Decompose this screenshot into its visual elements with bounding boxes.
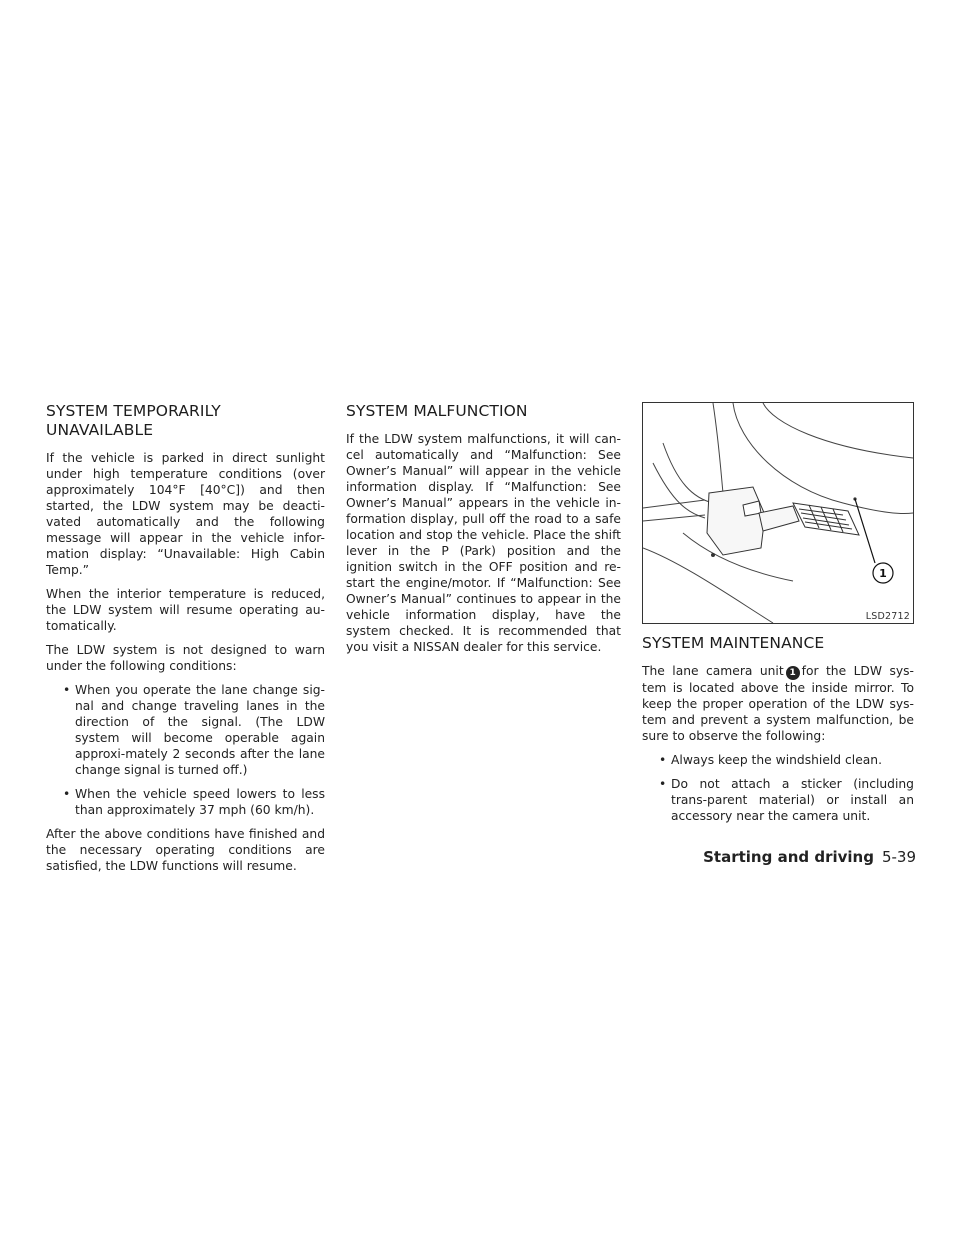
list-item: • When you operate the lane change sig-nal and change traveling lanes in the direction of the signal. (The LDW system will become operable again approxi-mately 2 seconds after the lane change signal is turned off.) [63, 683, 325, 777]
conditions-list [46, 682, 325, 818]
camera-illustration [643, 403, 913, 623]
page-number: 5-39 [881, 848, 916, 866]
heading-system-malfunction: SYSTEM MALFUNCTION [346, 402, 528, 420]
heading-line-1: SYSTEM TEMPORARILY [46, 402, 221, 420]
paragraph: After the above conditions have finished and the necessary operating conditions are satisfied, the LDW functions will resume. [46, 827, 325, 873]
paragraph: If the LDW system malfunctions, it will can-cel automatically and “Malfunction: See Owner’s Manual” will appear in the vehicle information display. If “Malfunction: See Owner’s Manual” appears in the vehicle in-formation display, pull off the road to a safe location and stop the vehicle. Place the shift lever in the P (Park) position and the ignition switch in the OFF position and re-start the engine/motor. If “Malfunction: See Owner’s Manual” continues to appear in the vehicle information display, have the system checked. It is recommended that you visit a NISSAN dealer for this service. [346, 432, 621, 654]
heading-system-temporarily-unavailable [46, 402, 325, 440]
callout-1-icon: 1 [786, 666, 800, 680]
section-title: Starting and driving [703, 848, 874, 866]
maintenance-list [642, 752, 914, 824]
list-item-text: Do not attach a sticker (including trans-parent material) or install an accessory near the camera unit. [671, 777, 914, 823]
column-1 [46, 402, 325, 882]
heading-system-maintenance: SYSTEM MAINTENANCE [642, 634, 825, 652]
column-2 [346, 402, 621, 663]
figure-label: LSD2712 [865, 611, 910, 622]
list-item: • Do not attach a sticker (including trans-parent material) or install an accessory near the camera unit. [659, 777, 914, 823]
paragraph: When the interior temperature is reduced, the LDW system will resume operating au-tomatically. [46, 587, 325, 633]
list-item-text: When you operate the lane change sig-nal and change traveling lanes in the direction of the signal. (The LDW system will become operable again approxi-mately 2 seconds after the lane change signal is turned off.) [75, 683, 325, 777]
paragraph: The lane camera unit 1 for the LDW sys-tem is located above the inside mirror. To keep the proper operation of the LDW sys-tem and prevent a system malfunction, be sure to observe the following: [642, 664, 914, 743]
list-item-text: Always keep the windshield clean. [671, 753, 882, 767]
paragraph: If the vehicle is parked in direct sunlight under high temperature conditions (over approximately 104°F [40°C]) and then started, the LDW system may be deacti-vated automatically and the following message will appear in the vehicle infor-mation display: “Unavailable: High Cabin Temp.” [46, 451, 325, 577]
heading-line-2: UNAVAILABLE [46, 421, 154, 439]
list-item-text: When the vehicle speed lowers to less than approximately 37 mph (60 km/h). [75, 787, 325, 817]
column-3 [642, 402, 914, 832]
list-item: • Always keep the windshield clean. [659, 753, 882, 767]
callout-number: 1 [879, 567, 887, 580]
paragraph: The LDW system is not designed to warn under the following conditions: [46, 643, 325, 673]
camera-unit-figure [642, 402, 914, 624]
page-footer [703, 848, 916, 866]
list-item: • When the vehicle speed lowers to less than approximately 37 mph (60 km/h). [63, 787, 325, 817]
